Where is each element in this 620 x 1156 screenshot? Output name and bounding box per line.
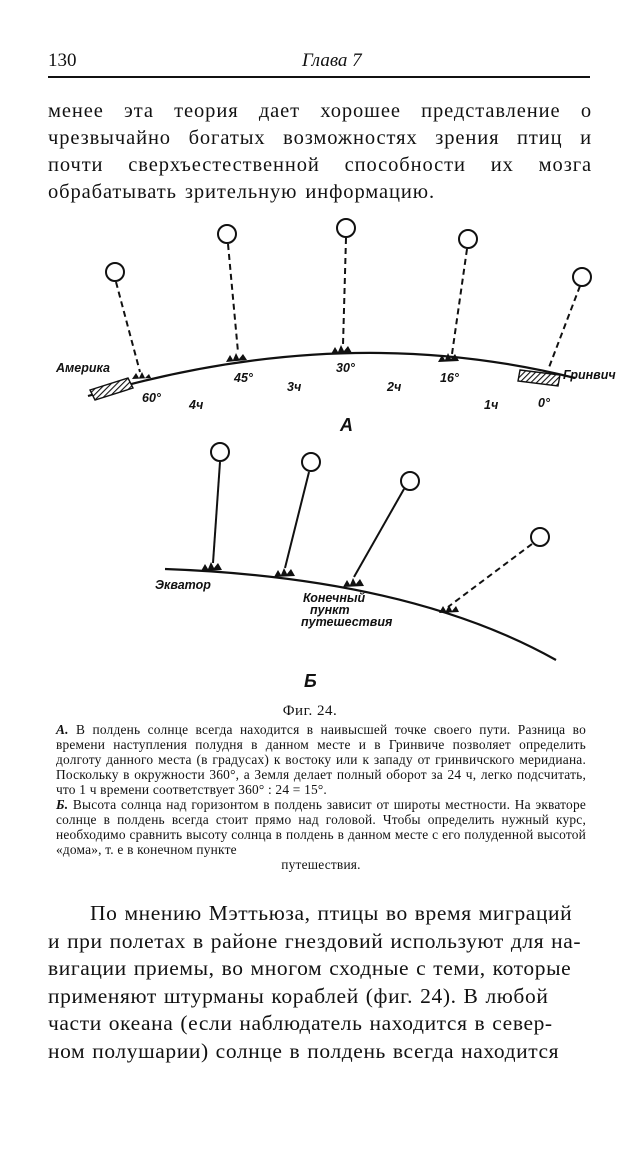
figure-number: Фиг. 24.: [282, 703, 338, 719]
main-line-4: применяют штурманы кораблей (фиг. 24). В любой: [48, 983, 549, 1008]
destination-label-line-1: Конечный: [303, 591, 366, 605]
hour-label-4: 4ч: [189, 398, 204, 412]
sun-60: [106, 263, 151, 379]
caption-b-label: Б.: [56, 797, 69, 812]
diagram-a: [55, 219, 616, 435]
main-line-1: По мнению Мэттьюза, птицы во время миграций: [90, 901, 573, 925]
sun-0: [548, 268, 591, 370]
caption-b-text: Высота солнца над горизонтом в полдень зависит от широты местности. На экваторе солнце в полдень всегда стоит прямо над головой. Чтобы определить нужный курс, необходимо сравнить высоту солнца в полдень в данном месте с его полуденной высотой «дома», т. е в конечном пункте: [56, 797, 586, 857]
main-line-2: и при полетах в районе гнездовий используют для на-: [48, 928, 582, 953]
sun-45: [218, 225, 247, 362]
diagram-b: [155, 443, 556, 691]
caption-b: [56, 797, 586, 857]
sun-b-4: [439, 528, 549, 613]
sun-b-2: [274, 453, 320, 577]
degree-label-45: 45°: [234, 371, 253, 385]
caption-a-label: А.: [56, 722, 69, 737]
america-label: Америка: [56, 361, 110, 375]
greenwich-label: Гринвич: [563, 368, 616, 382]
diagram-b-letter: Б: [304, 671, 317, 691]
main-paragraph: [48, 900, 592, 1065]
diagram-a-letter: А: [340, 415, 353, 435]
earth-arc-a: [88, 353, 575, 396]
sun-b-1: [201, 443, 229, 571]
main-line-6: ном полушарии) солнце в полдень всегда находится: [48, 1038, 560, 1063]
header-rule: [48, 76, 590, 78]
hour-label-3: 3ч: [287, 380, 302, 394]
degree-label-60: 60°: [142, 391, 161, 405]
page-header: [48, 48, 590, 78]
main-line-3: вигации приемы, во многом сходные с теми, которые: [48, 956, 572, 980]
running-head: Глава 7: [302, 50, 362, 71]
sun-16: [438, 230, 477, 362]
degree-label-0: 0°: [538, 396, 550, 410]
caption-a: [56, 722, 586, 797]
main-line-5: части океана (если наблюдатель находится в север-: [48, 1011, 553, 1035]
sun-b-3: [343, 472, 419, 587]
equator-label: Экватор: [155, 578, 211, 592]
figure-24: [0, 200, 620, 705]
intro-paragraph: менее эта теория дает хорошее представление о чрезвычайно богатых возможностях зрения птиц и почти сверхъестественной способности их мозга обрабатывать зрительную информацию.: [48, 100, 592, 203]
figure-24-diagram: [0, 200, 620, 700]
figure-caption: [56, 722, 586, 872]
destination-label-line-3: путешествия: [301, 615, 393, 629]
america-block: [90, 378, 133, 400]
hour-label-2: 2ч: [387, 380, 402, 394]
degree-label-16: 16°: [440, 371, 459, 385]
page-number: 130: [48, 50, 77, 71]
caption-a-text: В полдень солнце всегда находится в наивысшей точке своего пути. Разница во времени наступления полудня в данном месте и в Гринвиче позволяет определить долготу данного места (в градусах) к востоку или к западу от гринвичского меридиана. Поскольку в окружности 360°, а Земля делает полный оборот за 24 ч, легко подсчитать, что 1 ч времени соответствует 360° : 24 = 15°.: [56, 722, 586, 797]
caption-b-end: путешествия.: [281, 857, 361, 872]
sun-30: [331, 219, 355, 354]
degree-label-30: 30°: [336, 361, 355, 375]
hour-label-1: 1ч: [484, 398, 499, 412]
destination-label-line-2: пункт: [310, 603, 350, 617]
